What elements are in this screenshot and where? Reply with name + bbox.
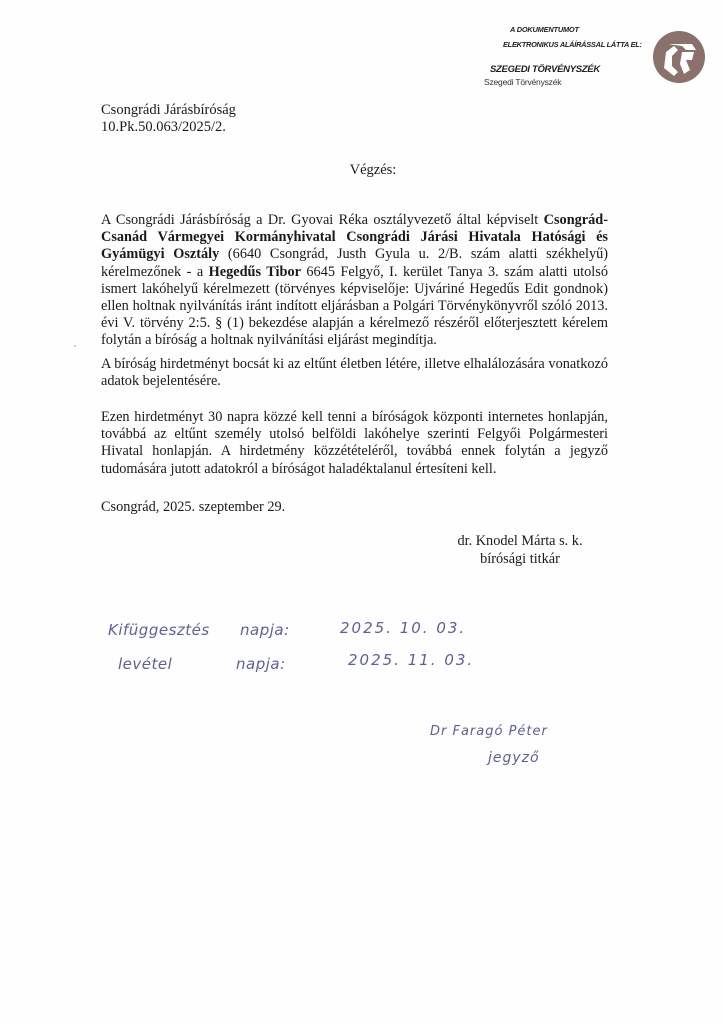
- handwritten-removed-napja: napja:: [236, 655, 286, 673]
- signer-name: dr. Knodel Márta s. k.: [457, 533, 583, 549]
- p1-seg: (6640 Csongrád, Justh Gyula u. 2/B. szám alatti székhelyű) kérelmezőnek - a: [101, 246, 608, 280]
- handwritten-posted-napja: napja:: [240, 621, 290, 639]
- paragraph-1: [101, 212, 608, 350]
- paragraph-2: A bíróság hirdetményt bocsát ki az eltűnt életben létére, illetve elhalálozására vonatkozó adatok bejelentésére.: [101, 356, 608, 390]
- handwritten-removed-date: 2025. 11. 03.: [348, 651, 475, 669]
- paragraph-3: Ezen hirdetményt 30 napra közzé kell tenni a bíróságok központi internetes honlapján, továbbá az eltűnt személy utolsó belföldi lakóhelye szerinti Felgyői Polgármesteri Hivatal honlapján. A hirdetmény közzétételéről, továbbá ennek folytán a jegyző tudomására jutott adatokról a bíróságot haladéktalanul értesíteni kell.: [101, 409, 608, 477]
- signature-block: [420, 532, 620, 568]
- p1-seg: A Csongrádi Járásbíróság a Dr. Gyovai Réka osztályvezető által képviselt: [101, 212, 544, 228]
- stamp-court-bold: SZEGEDI TÖRVÉNYSZÉK: [490, 64, 600, 75]
- signer-title: bírósági titkár: [480, 551, 560, 567]
- stamp-text-line2: ELEKTRONIKUS ALÁÍRÁSSAL LÁTTA EL:: [503, 40, 642, 49]
- stamp-text-line1: A DOKUMENTUMOT: [510, 25, 579, 34]
- document-title: [0, 162, 724, 179]
- court-logo-icon: [652, 30, 706, 84]
- handwritten-posted-date: 2025. 10. 03.: [340, 619, 467, 637]
- court-name: Csongrádi Járásbíróság: [101, 102, 236, 118]
- place-and-date: Csongrád, 2025. szeptember 29.: [101, 499, 286, 515]
- handwritten-posted-label: Kifüggesztés: [108, 621, 210, 639]
- case-number: 10.Pk.50.063/2025/2.: [101, 119, 226, 135]
- handwritten-notary-name: Dr Faragó Péter: [430, 724, 548, 739]
- stamp-court-regular: Szegedi Törvényszék: [484, 77, 562, 87]
- title-text: Végzés:: [349, 162, 397, 178]
- scan-speck: [74, 345, 76, 347]
- handwritten-notary-title: jegyző: [488, 750, 540, 766]
- p1-seg: 6645 Felgyő, I. kerület Tanya 3. szám alatti utolsó ismert lakóhelyű kérelmezett (törvényes képviselője: Ujváriné Hegedűs Edit gondnok) ellen holtnak nyilvánítás iránt indított eljárásban a Polgári Törvénykönyvről szóló 2013. évi V. törvény 2:5. § (1) bekezdése alapján a kérelmező részéről előterjesztett kérelem folytán a bíróság a holtnak nyilvánítási eljárást megindítja.: [101, 263, 608, 349]
- handwritten-removed-label: levétel: [118, 655, 173, 673]
- p1-seg-bold: Csongrád-Csanád Vármegyei Kormányhivatal Csongrádi Járási Hivatala Hatósági és Gyámügyi Osztály: [101, 212, 608, 263]
- p1-seg-bold: Hegedűs Tibor: [208, 263, 301, 280]
